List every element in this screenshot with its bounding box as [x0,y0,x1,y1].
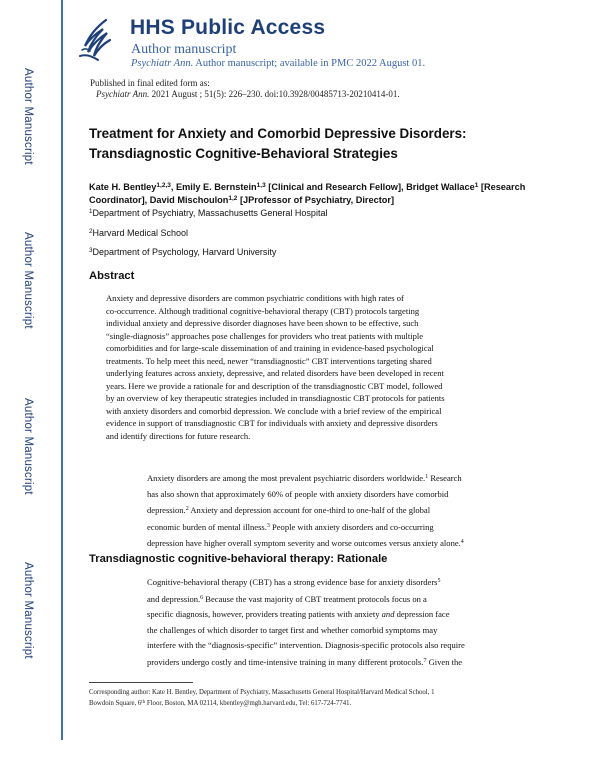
side-label-author-manuscript: Author Manuscript [22,398,34,495]
corresponding-author-footnote [89,688,499,709]
rationale-text: depression face [394,609,450,620]
citation-marker: 4 [460,539,464,546]
footnote-text: Floor, Boston, MA 02114, kbentley@mgh.harvard.edu, Tel: 617-724-7741. [145,700,352,707]
intro-text: depression have higher overall symptom severity and worse outcomes versus anxiety alone. [147,538,461,549]
author-separator: , [144,195,150,205]
banner-subtitle: Author manuscript [131,42,237,57]
citation-marker: 7 [423,657,427,664]
author-list [89,180,551,206]
author-role: [JProfessor of Psychiatry, Director] [237,195,394,205]
margin-rule [61,0,63,740]
affiliation-marker: 3 [89,247,93,254]
rationale-text: and depression. [147,593,201,604]
citation-marker: 2 [185,506,189,513]
affiliation-text: Department of Psychiatry, Massachusetts General Hospital [92,208,328,218]
publication-citation [96,89,400,99]
abstract-line: years. Here we provide a rationale for and description of the transdiagnostic CBT model, followed [106,380,443,391]
intro-line [147,470,527,487]
citation-marker: 3 [266,522,270,529]
intro-text: has also shown that approximately 60% of people with anxiety disorders have comorbid [147,488,449,499]
abstract-line: underlying features across anxiety, depressive, and related disorders have been developed in recent [106,368,444,378]
paper-title: Treatment for Anxiety and Comorbid Depressive Disorders: Transdiagnostic Cognitive-Behavioral Strategies [89,126,467,161]
abstract-line: individual anxiety and depressive disorder diagnoses have been shown to be effective, such [106,318,419,328]
publication-journal: Psychiatr Ann. [96,89,150,99]
citation-marker: 1 [425,474,429,480]
citation-marker: 5 [437,578,441,584]
author-role: [Research Coordinator] [89,182,526,205]
rationale-paragraph [147,574,527,671]
footnote-rule [89,682,193,683]
intro-text: depression. [147,505,186,516]
intro-text: People with anxiety disorders and co-occurring [269,521,434,532]
author-separator: , [401,182,407,192]
footnote-ordinal: th [141,700,146,705]
abstract-line: evidence in support of transdiagnostic CBT for individuals with anxiety and depressive disorders [106,418,438,428]
footnote-line: Corresponding author: Kate H. Bentley, Department of Psychiatry, Massachusetts General Hospital/Harvard Medical School, 1 [89,689,435,696]
abstract-line: “single-diagnosis” approaches pose challenges for providers who treat patients with multiple [106,330,424,341]
abstract-line: by an overview of key therapeutic strategies included in transdiagnostic CBT protocols for patients [106,393,445,403]
abstract-line: with anxiety disorders and comorbid depression. We conclude with a brief review of the empirical [106,405,442,416]
intro-text: economic burden of mental illness. [147,521,267,532]
intro-text: Anxiety and depression account for one-third to one-half of the global [188,505,431,516]
affiliation-text: Department of Psychology, Harvard University [92,247,277,257]
intro-line [147,502,527,519]
abstract-body [106,292,518,442]
footnote-line [89,698,499,709]
section-heading-rationale: Transdiagnostic cognitive-behavioral therapy: Rationale [89,553,388,565]
affiliation [89,247,276,257]
rationale-line [147,654,527,671]
rationale-text: the challenges of which disorder to target first and whether comorbid symptoms may [147,624,438,635]
side-label-author-manuscript: Author Manuscript [22,562,34,659]
abstract-line: comorbidities and for large-scale dissemination of and training in evidence-based psychological [106,343,434,353]
author-affiliation-marker: 1,3 [256,182,266,189]
publication-citation-detail: 2021 August ; 51(5): 226–230. doi:10.3928/00485713-20210414-01. [151,89,400,99]
rationale-line [147,574,527,591]
affiliation [89,228,188,238]
rationale-line [147,638,527,654]
author-affiliation-marker: 1 [474,182,479,189]
abstract-line: and identify directions for future research. [106,430,251,441]
rationale-text: specific diagnosis, however, providers treating patients with anxiety [147,609,382,620]
rationale-line [147,607,527,623]
rationale-line [147,623,527,639]
rationale-text: interfere with the “diagnosis-specific” intervention. Diagnosis-specific protocols also require [147,640,465,651]
side-label-author-manuscript: Author Manuscript [22,68,34,165]
abstract-line: co-occurrence. Although traditional cognitive-behavioral therapy (CBT) protocols targeting [106,305,420,316]
intro-text: Anxiety disorders are among the most prevalent psychiatric disorders worldwide. [147,473,426,483]
affiliation-marker: 1 [89,208,93,215]
side-label-author-manuscript: Author Manuscript [22,232,34,329]
intro-line [147,519,527,536]
author-separator: , [170,182,176,192]
rationale-emphasis: and [381,609,395,620]
banner-citation-rest: Author manuscript; available in PMC 2022 August 01. [195,58,426,69]
rationale-text: Cognitive-behavioral therapy (CBT) has a strong evidence base for anxiety disorders [147,577,438,587]
abstract-line: treatments. To help meet this need, newer “transdiagnostic” CBT interventions targeting shared [106,355,432,366]
intro-line [147,535,527,552]
author-role: [Clinical and Research Fellow] [265,182,402,192]
intro-line [147,487,527,503]
rationale-line [147,591,527,608]
rationale-text: Given the [426,656,463,667]
abstract-line: Anxiety and depressive disorders are common psychiatric conditions with high rates of [106,293,404,303]
affiliation-marker: 2 [89,228,93,235]
affiliation [89,208,327,218]
affiliation-text: Harvard Medical School [92,228,189,238]
citation-marker: 6 [200,594,204,601]
author-name: David Mischoulon [149,195,229,205]
hhs-eagle-logo-icon [76,16,112,64]
rationale-text: providers undergo costly and time-intensive training in many different protocols. [147,656,424,667]
abstract-heading: Abstract [89,270,135,282]
intro-text: Research [428,473,462,483]
banner-citation [131,58,425,69]
banner-title: HHS Public Access [130,16,326,39]
author-affiliation-marker: 1,2 [228,195,238,202]
intro-paragraph [147,470,527,552]
publication-heading: Published in final edited form as: [90,78,210,88]
author-affiliation-marker: 1,2,3 [156,182,171,189]
footnote-text: Bowdoin Square, 6 [89,700,142,707]
author-name: Kate H. Bentley [89,182,157,192]
banner-journal: Psychiatr Ann. [131,58,194,69]
author-name: Emily E. Bernstein [175,182,257,192]
author-name: Bridget Wallace [406,182,475,192]
rationale-text: Because the vast majority of CBT treatment protocols focus on a [203,593,427,604]
